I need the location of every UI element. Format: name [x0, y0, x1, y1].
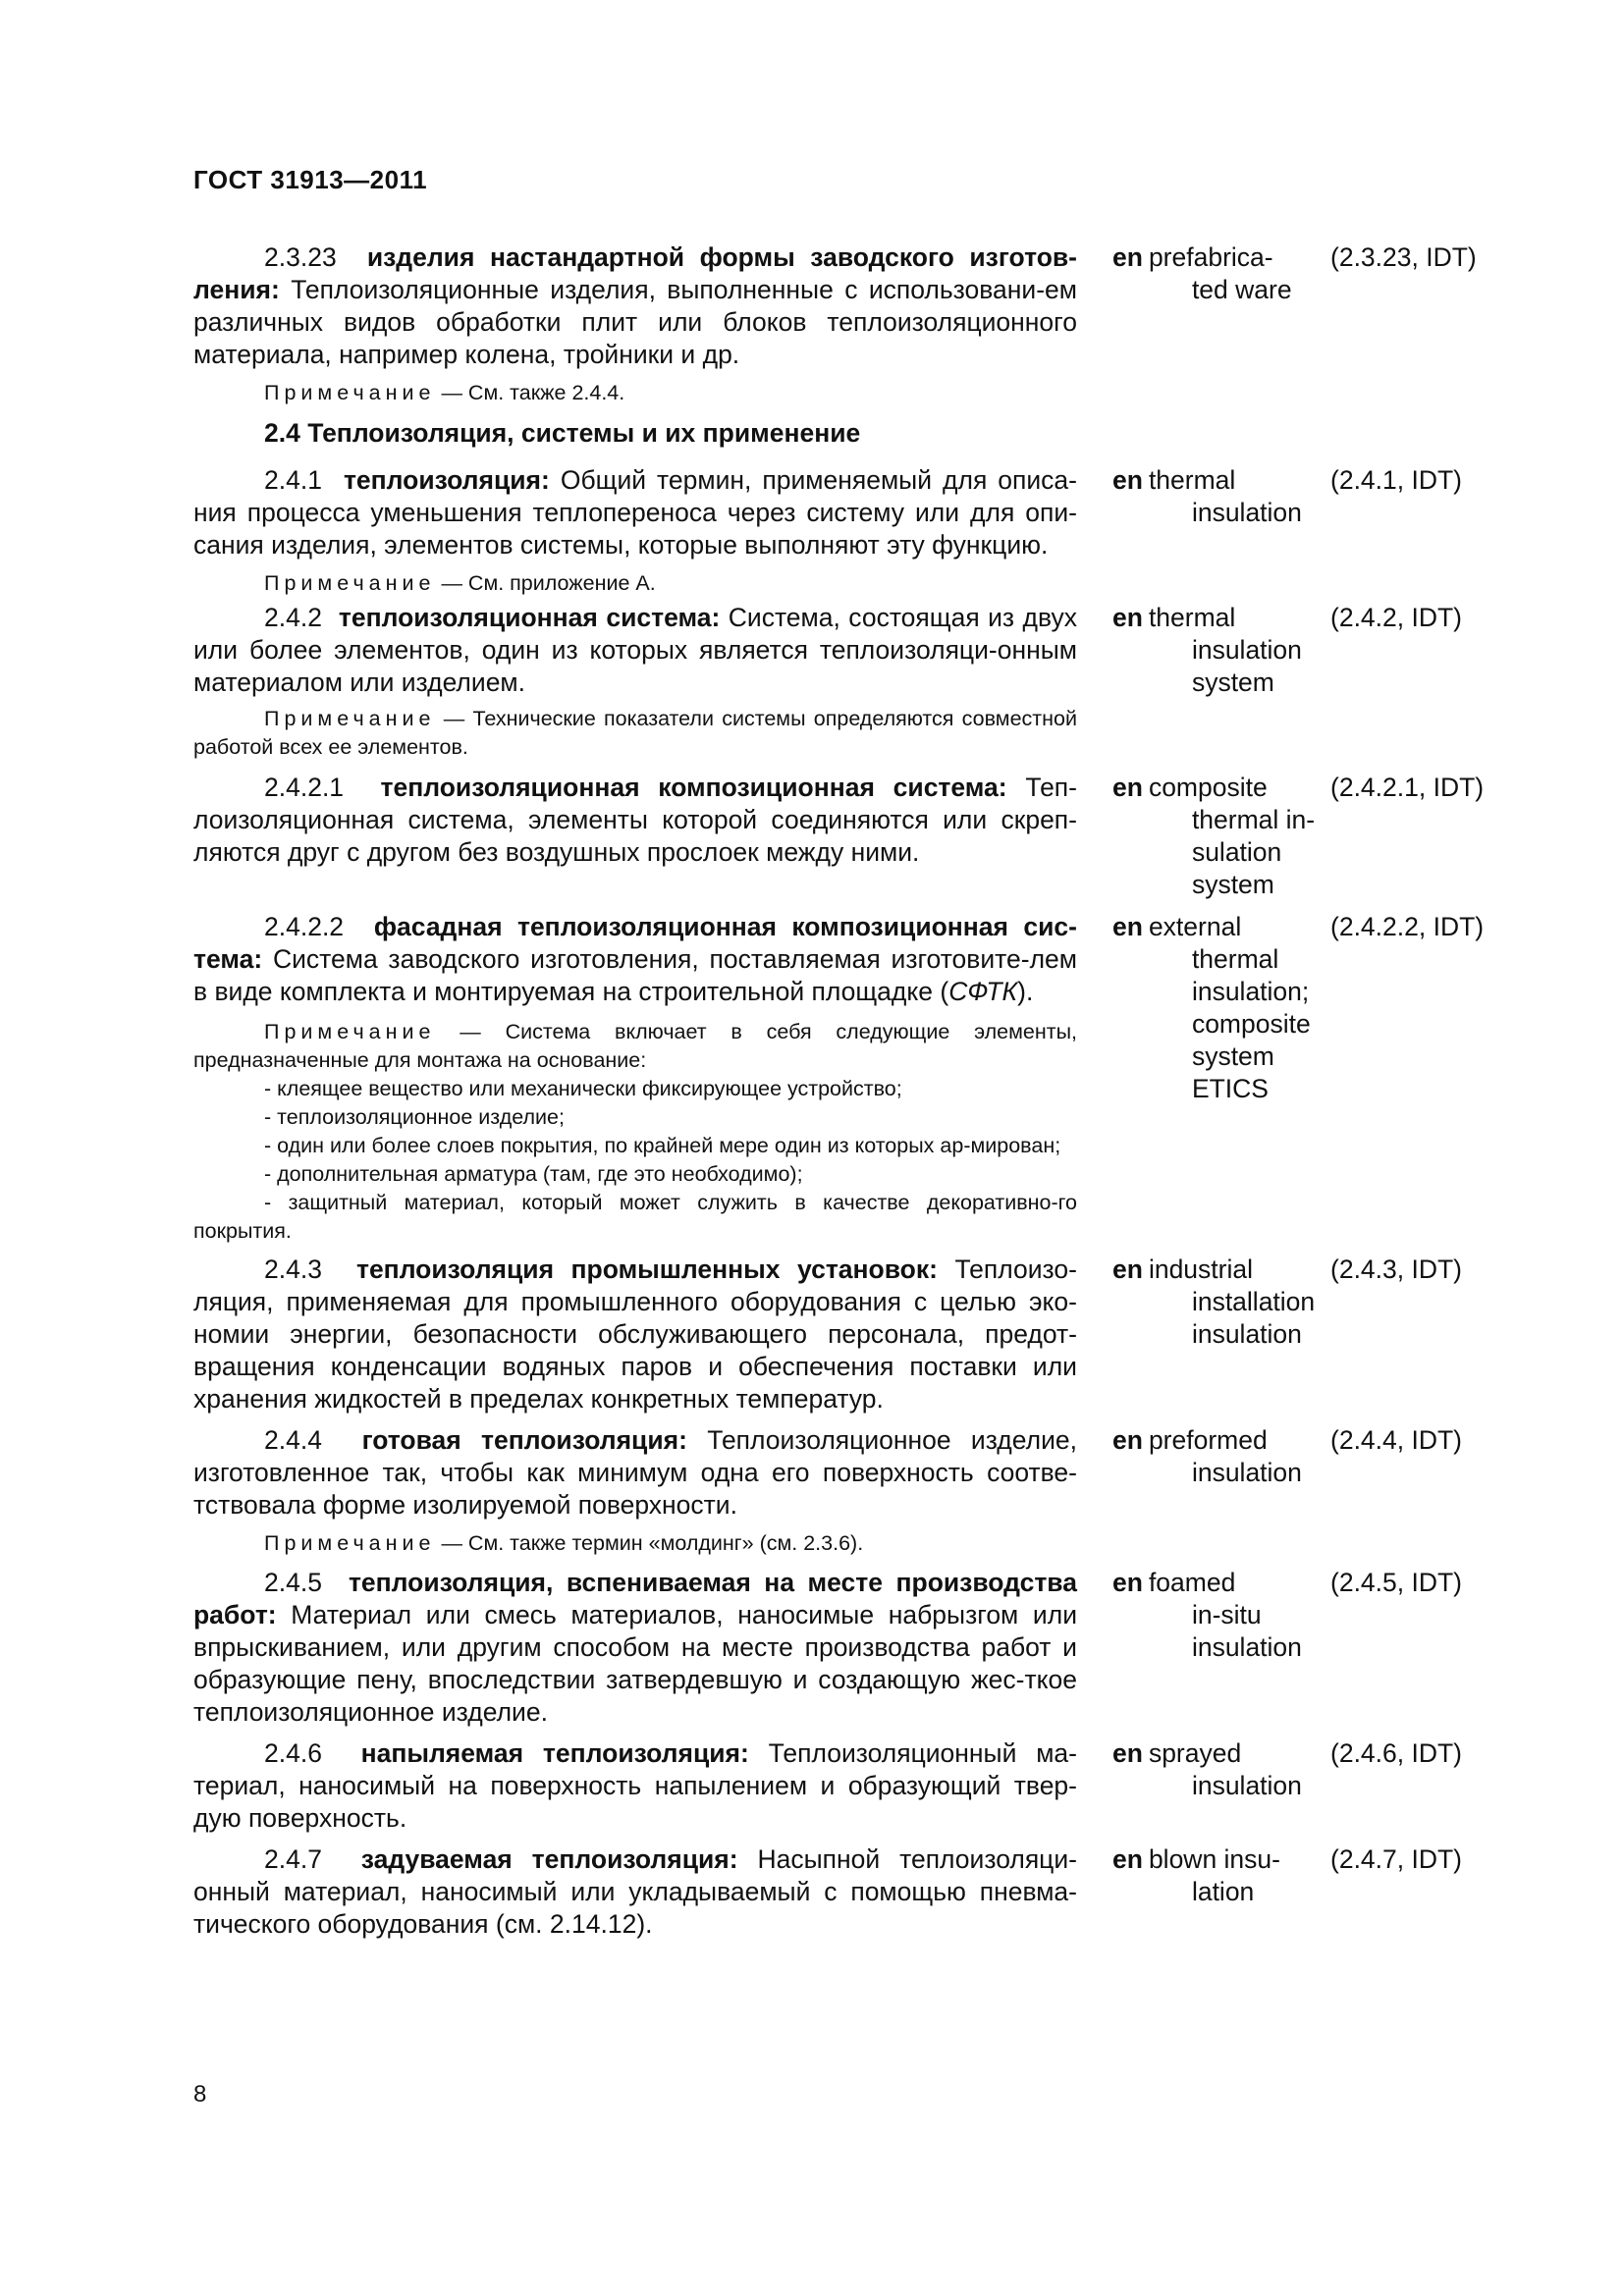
- term-text: Теплоизо-ляция, применяемая для промышленного оборудования с целью эко-номии энергии, безопасности обслуживающего персонала, предот-вращения конденсации водяных паров и обеспечения поставки или хранения жидкостей в пределах конкретных температур.: [193, 1255, 1077, 1414]
- term-text: Общий термин, применяемый для описа-ния процесса уменьшения теплопереноса через систему или для опи-сания изделия, элементов системы, которые выполняют эту функцию.: [193, 465, 1077, 560]
- english-term: insulation: [1191, 1319, 1302, 1349]
- term-definition: [193, 602, 1077, 762]
- term-reference: (2.4.3, IDT): [1330, 1255, 1463, 1284]
- english-term: insulation: [1191, 498, 1302, 527]
- term-name: изделия настандартной формы заводского изготов-ления:: [193, 242, 1077, 304]
- term-number: 2.4.4: [264, 1425, 322, 1455]
- term-name: теплоизоляция промышленных установок:: [355, 1255, 938, 1284]
- term-text: Система заводского изготовления, поставляемая изготовите-лем в виде комплекта и монтируемая на строительной площадке: [193, 944, 1077, 1006]
- english-term: preformed: [1148, 1425, 1268, 1455]
- term-reference: (2.4.2, IDT): [1330, 603, 1463, 632]
- english-term: thermal: [1148, 465, 1236, 495]
- note: [193, 705, 1077, 762]
- term-number: 2.4.2: [264, 603, 322, 632]
- language-code: en: [1112, 1255, 1143, 1284]
- english-term: thermal: [1191, 944, 1279, 974]
- term-reference: (2.4.2.2, IDT): [1330, 912, 1485, 941]
- english-equivalent: [1112, 911, 1330, 1105]
- term-entry: [193, 772, 1499, 901]
- term-entry: [193, 911, 1499, 1246]
- note: [193, 569, 1499, 598]
- language-code: en: [1112, 1568, 1143, 1597]
- note-label: Примечание: [264, 1020, 436, 1043]
- english-term: system: [1191, 667, 1274, 697]
- english-term: thermal in-: [1191, 805, 1316, 834]
- term-text: Теп-лоизоляционная система, элементы которой соединяются или скреп-ляются друг с другом без воздушных прослоек между ними.: [193, 773, 1077, 867]
- english-equivalent: [1112, 1567, 1330, 1664]
- english-term: insulation;: [1191, 977, 1310, 1006]
- note-text: — Система включает в себя следующие элементы, предназначенные для монтажа на основание:: [193, 1020, 1077, 1072]
- term-number: 2.4.2.1: [264, 773, 345, 802]
- term-name: задуваемая теплоизоляция:: [360, 1844, 738, 1874]
- english-term: industrial: [1148, 1255, 1253, 1284]
- term-definition: [193, 241, 1077, 371]
- note: [193, 379, 1499, 407]
- english-term: composite: [1148, 773, 1268, 802]
- term-reference: (2.4.5, IDT): [1330, 1568, 1463, 1597]
- english-term: system: [1191, 870, 1274, 899]
- term-reference: (2.4.2.1, IDT): [1330, 773, 1485, 802]
- term-definition: [193, 1843, 1077, 1941]
- term-name: напыляемая теплоизоляция:: [360, 1738, 749, 1768]
- term-name: теплоизоляция:: [343, 465, 550, 495]
- note-list-item: - клеящее вещество или механически фиксирующее устройство;: [264, 1077, 902, 1100]
- english-term: blown insu-: [1148, 1844, 1280, 1874]
- term-definition: [193, 1254, 1077, 1415]
- note-text: — См. также термин «молдинг» (см. 2.3.6).: [441, 1531, 864, 1555]
- english-equivalent: [1112, 1424, 1330, 1489]
- term-number: 2.3.23: [264, 242, 337, 272]
- term-number: 2.4.2.2: [264, 912, 345, 941]
- term-entry: [193, 1424, 1499, 1522]
- english-equivalent: [1112, 241, 1330, 306]
- term-name: теплоизоляционная система:: [338, 603, 721, 632]
- english-term: foamed: [1148, 1568, 1236, 1597]
- english-term: thermal: [1148, 603, 1236, 632]
- term-text: Теплоизоляционный ма-териал, наносимый на поверхность напылением и образующий твер-дую поверхность.: [193, 1738, 1077, 1833]
- term-text: Теплоизоляционное изделие, изготовленное так, чтобы как минимум одна его поверхность соотве-тствовала форме изолируемой поверхности.: [193, 1425, 1077, 1520]
- term-entry: [193, 602, 1499, 762]
- english-term: in-situ: [1191, 1600, 1262, 1629]
- language-code: en: [1112, 465, 1143, 495]
- term-name: фасадная теплоизоляционная композиционная сис-тема:: [193, 912, 1077, 974]
- term-reference: (2.4.7, IDT): [1330, 1844, 1463, 1874]
- term-number: 2.4.7: [264, 1844, 322, 1874]
- term-definition: 2.4.2.2 фасадная теплоизоляционная композиционная сис-тема: Система заводского изготовления, поставляемая изготовите-лем в виде комплекта и монтируемая на строительной площадке (СФТК). Примечание — Система включает в себя следующие элементы, предназначенные для монтажа на основание: - клеящее вещество или механически фиксирующее устройство; - теплоизоляционное изделие; - один или более слоев покрытия, по крайней мере один из которых ар-мирован; - дополнительная арматура (там, где это необходимо); - защитный материал, который может служить в качестве декоративно-го покрытия.: [193, 911, 1077, 1246]
- term-entry: [193, 1254, 1499, 1415]
- term-entry: [193, 1567, 1499, 1729]
- language-code: en: [1112, 603, 1143, 632]
- term-name: теплоизоляционная композиционная система:: [380, 773, 1007, 802]
- term-number: 2.4.3: [264, 1255, 322, 1284]
- note-label: Примечание: [264, 571, 436, 595]
- term-definition: [193, 1424, 1077, 1522]
- term-text: Система, состоящая из двух или более элементов, один из которых является теплоизоляци-онным материалом или изделием.: [193, 603, 1077, 697]
- language-code: en: [1112, 1844, 1143, 1874]
- english-term: insulation: [1191, 635, 1302, 665]
- english-term: insulation: [1191, 1458, 1302, 1487]
- english-term: ETICS: [1191, 1074, 1269, 1103]
- english-equivalent: [1112, 772, 1330, 901]
- term-entry: [193, 464, 1499, 561]
- term-reference: (2.4.1, IDT): [1330, 465, 1463, 495]
- english-equivalent: [1112, 464, 1330, 529]
- language-code: en: [1112, 1738, 1143, 1768]
- term-reference: (2.4.6, IDT): [1330, 1738, 1463, 1768]
- term-entry: [193, 1737, 1499, 1835]
- term-text: Теплоизоляционные изделия, выполненные с использовани-ем различных видов обработки плит или блоков теплоизоляционного материала, например колена, тройники и др.: [193, 275, 1077, 369]
- term-definition: [193, 464, 1077, 561]
- note-text: — См. также 2.4.4.: [441, 381, 625, 404]
- term-entry: [193, 1843, 1499, 1941]
- english-equivalent: [1112, 1737, 1330, 1802]
- language-code: en: [1112, 1425, 1143, 1455]
- document-body: [193, 241, 1499, 1941]
- english-term: system: [1191, 1041, 1274, 1071]
- english-term: sprayed: [1148, 1738, 1242, 1768]
- english-term: insulation: [1191, 1771, 1302, 1800]
- note-list-item: - защитный материал, который может служить в качестве декоративно-го покрытия.: [193, 1191, 1077, 1243]
- note-label: Примечание: [264, 1531, 436, 1555]
- english-term: external: [1148, 912, 1242, 941]
- term-reference: (2.4.4, IDT): [1330, 1425, 1463, 1455]
- term-number: 2.4.6: [264, 1738, 322, 1768]
- english-term: prefabrica-: [1148, 242, 1273, 272]
- english-term: composite: [1191, 1009, 1311, 1039]
- english-term: lation: [1191, 1877, 1255, 1906]
- note: [193, 1018, 1077, 1075]
- language-code: en: [1112, 912, 1143, 941]
- language-code: en: [1112, 242, 1143, 272]
- english-term: ted ware: [1191, 275, 1292, 304]
- term-definition: [193, 1567, 1077, 1729]
- term-definition: [193, 1737, 1077, 1835]
- section-title: 2.4 Теплоизоляция, системы и их применение: [264, 418, 861, 448]
- language-code: en: [1112, 773, 1143, 802]
- note-list-item: - дополнительная арматура (там, где это необходимо);: [264, 1162, 803, 1186]
- term-text: Материал или смесь материалов, наносимые набрызгом или впрыскиванием, или другим способом на месте производства работ и образующие пену, впоследствии затвердевшую и создающую жес-ткое теплоизоляционное изделие.: [193, 1600, 1077, 1727]
- note-list-item: - теплоизоляционное изделие;: [264, 1105, 565, 1129]
- note-text: — См. приложение А.: [441, 571, 656, 595]
- note: [193, 1529, 1499, 1558]
- term-number: 2.4.1: [264, 465, 322, 495]
- note-text: — Технические показатели системы определяются совместной работой всех ее элементов.: [193, 707, 1077, 759]
- english-term: sulation: [1191, 837, 1282, 867]
- english-equivalent: [1112, 602, 1330, 699]
- document-header: ГОСТ 31913—2011: [193, 165, 428, 194]
- english-equivalent: [1112, 1843, 1330, 1908]
- term-name: теплоизоляция, вспениваемая на месте производства работ:: [193, 1568, 1077, 1629]
- term-number: 2.4.5: [264, 1568, 322, 1597]
- term-definition: [193, 772, 1077, 869]
- note-list-item: - один или более слоев покрытия, по крайней мере один из которых ар-мирован;: [264, 1134, 1061, 1157]
- note-label: Примечание: [264, 381, 436, 404]
- term-entry: [193, 241, 1499, 371]
- note-label: Примечание: [264, 707, 436, 730]
- term-name: готовая теплоизоляция:: [361, 1425, 687, 1455]
- english-equivalent: [1112, 1254, 1330, 1351]
- english-term: installation: [1191, 1287, 1316, 1316]
- page-number: 8: [193, 2081, 207, 2108]
- term-abbreviation: СФТК: [948, 977, 1018, 1006]
- term-text: Насыпной теплоизоляци-онный материал, наносимый или укладываемый с помощью пневма-тического оборудования (см. 2.14.12).: [193, 1844, 1077, 1939]
- english-term: insulation: [1191, 1632, 1302, 1662]
- term-reference: (2.3.23, IDT): [1330, 242, 1477, 272]
